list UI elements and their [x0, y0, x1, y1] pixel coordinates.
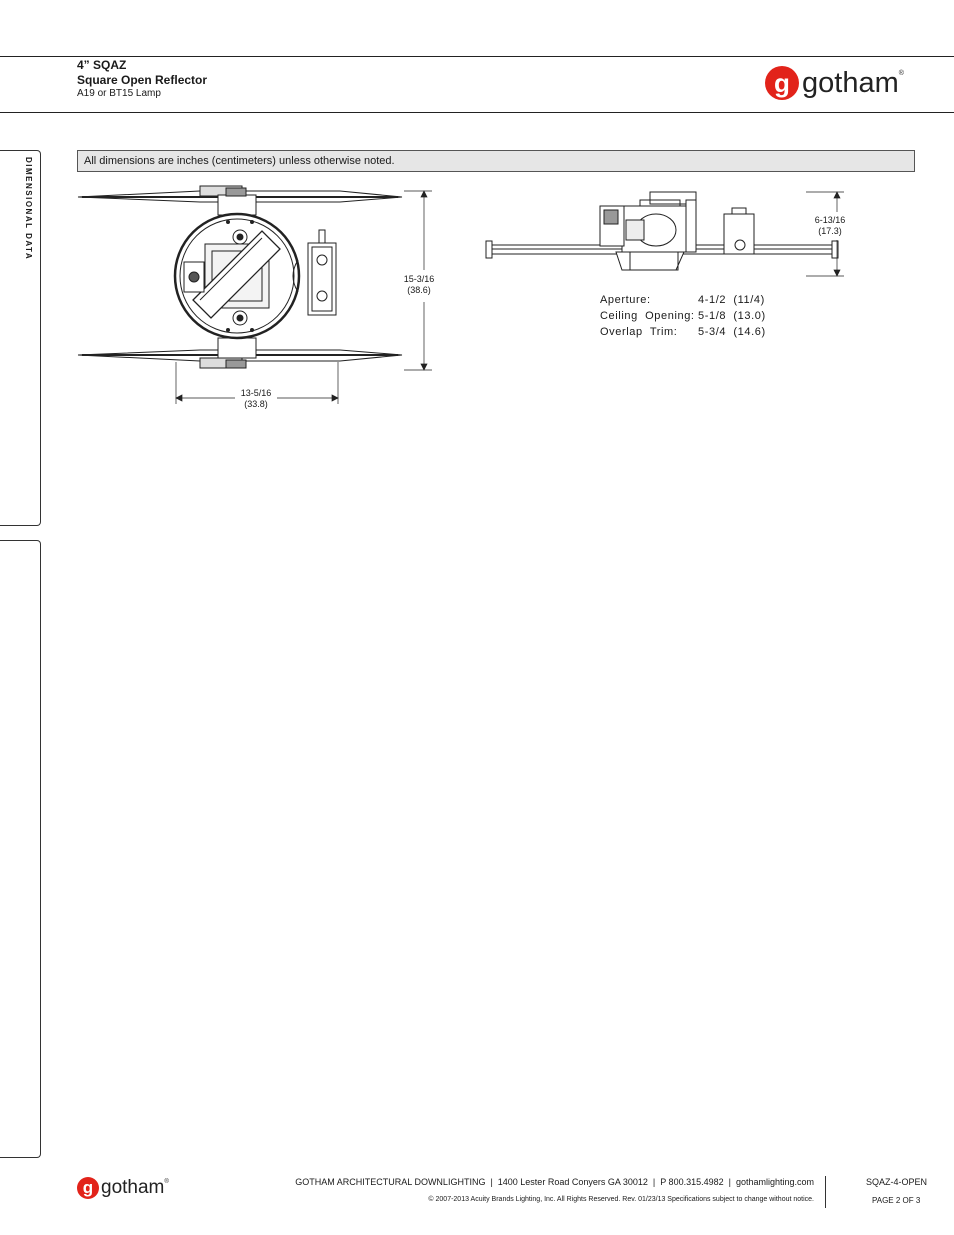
footer-separator — [825, 1176, 826, 1208]
side-height-dimension — [809, 215, 851, 237]
footer-logo-mark: g — [77, 1177, 99, 1199]
spec-label: Overlap Trim: — [600, 326, 678, 338]
footer-address: GOTHAM ARCHITECTURAL DOWNLIGHTING | 1400 Lester Road Conyers GA 30012 | P 800.315.4982 | gothamlighting.com — [295, 1177, 814, 1187]
spec-row — [600, 326, 766, 342]
registered-mark: ® — [898, 70, 904, 77]
plan-width-in: 13-5/16 — [240, 388, 272, 398]
plan-height-in: 15-3/16 — [403, 274, 435, 284]
spec-label: Ceiling Opening: — [600, 310, 695, 322]
side-tab-blank — [0, 540, 41, 1158]
lamp-type: A19 or BT15 Lamp — [77, 88, 161, 99]
side-view-drawing — [0, 0, 954, 300]
side-tab-label: DIMENSIONAL DATA — [24, 157, 33, 261]
footer-logo — [77, 1177, 169, 1199]
plan-width-dimension — [235, 388, 277, 410]
specs-table — [600, 294, 766, 342]
footer-registered-mark: ® — [164, 1179, 169, 1185]
product-name: Square Open Reflector — [77, 73, 208, 87]
side-height-cm: (17.3) — [818, 226, 842, 236]
plan-width-cm: (33.8) — [244, 399, 268, 409]
footer-doc-code: SQAZ-4-OPEN — [866, 1177, 928, 1187]
product-code: 4” SQAZ — [77, 58, 127, 72]
logo-mark: g — [765, 66, 799, 100]
footer-copyright: © 2007-2013 Acuity Brands Lighting, Inc. All Rights Reserved. Rev. 01/23/13 Specifications subject to change without notice. — [428, 1196, 814, 1203]
spec-value: 4-1/2 (11/4) — [698, 294, 765, 306]
dimensions-note: All dimensions are inches (centimeters) unless otherwise noted. — [77, 150, 915, 172]
side-height-in: 6-13/16 — [814, 215, 846, 225]
spec-value: 5-3/4 (14.6) — [698, 326, 766, 338]
plan-height-cm: (38.6) — [407, 285, 431, 295]
spec-value: 5-1/8 (13.0) — [698, 310, 766, 322]
spec-row — [600, 294, 766, 310]
logo-wordmark: gotham — [802, 66, 899, 99]
footer-page-number: PAGE 2 OF 3 — [872, 1196, 921, 1205]
footer-logo-wordmark: gotham — [101, 1177, 165, 1198]
spec-row — [600, 310, 766, 326]
spec-label: Aperture: — [600, 294, 651, 306]
